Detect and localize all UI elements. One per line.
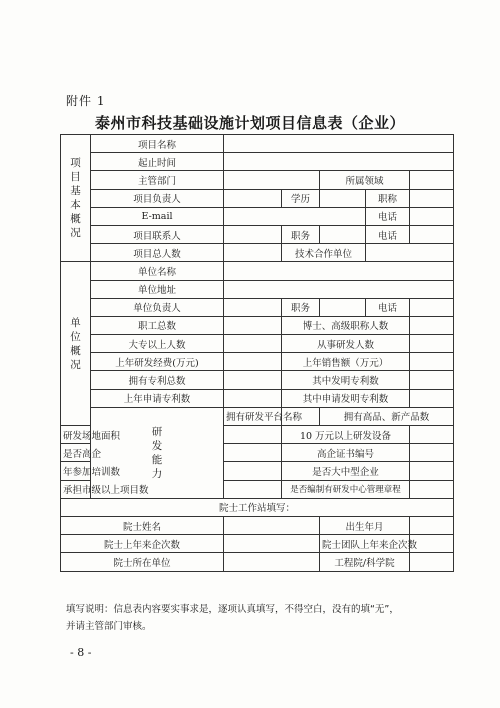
section-rd-capability: 研 发 能 力 [91, 407, 224, 498]
value-site-area[interactable] [224, 426, 282, 444]
value-academician-name[interactable] [224, 516, 320, 534]
value-visits[interactable] [224, 535, 320, 553]
label-project-leader: 项目负责人 [91, 189, 224, 207]
value-invention-patents[interactable] [410, 371, 454, 389]
value-patents[interactable] [224, 371, 282, 389]
value-large-medium[interactable] [410, 462, 454, 480]
label-total-people: 项目总人数 [91, 244, 224, 262]
label-staff-total: 职工总数 [91, 316, 224, 334]
label-patents: 拥有专利总数 [91, 371, 224, 389]
value-total-people[interactable] [224, 244, 282, 262]
label-phone2: 电话 [366, 225, 410, 243]
value-phone[interactable] [410, 207, 454, 225]
value-education[interactable] [320, 189, 366, 207]
label-phone: 电话 [366, 207, 410, 225]
label-visits: 院士上年来企次数 [61, 535, 224, 553]
value-unit-address[interactable] [224, 280, 454, 298]
value-unit-phone[interactable] [410, 298, 454, 316]
note-line-2: 并请主管部门审核。 [66, 621, 152, 632]
label-team-visits: 院士团队上年来企次数 [320, 535, 410, 553]
attachment-label: 附件 1 [66, 94, 106, 108]
info-table [60, 134, 454, 572]
value-senior-staff[interactable] [410, 316, 454, 334]
label-email: E-mail [91, 207, 224, 225]
label-senior-staff: 博士、高级职称人数 [282, 316, 410, 334]
form-title: 泰州市科技基础设施计划项目信息表（企业） [94, 114, 405, 132]
label-training: 年参加培训数 [61, 462, 91, 480]
value-college-above[interactable] [224, 335, 282, 353]
label-new-products: 拥有高品、新产品数 [320, 407, 454, 425]
value-start-end[interactable] [224, 153, 454, 171]
value-position[interactable] [320, 225, 366, 243]
value-unit-position[interactable] [320, 298, 366, 316]
label-unit-position: 职务 [282, 298, 320, 316]
value-city-projects[interactable] [224, 480, 282, 498]
page-number: - 8 - [70, 646, 92, 659]
value-rd-funds[interactable] [224, 353, 282, 371]
label-birth: 出生年月 [320, 516, 410, 534]
value-applied-invention[interactable] [410, 389, 454, 407]
label-platform: 拥有研发平台名称 [224, 407, 282, 425]
fill-instructions [66, 601, 456, 635]
value-sales[interactable] [410, 353, 454, 371]
section-unit: 单 位 概 况 [61, 262, 91, 426]
value-contact[interactable] [224, 225, 282, 243]
label-sales: 上年销售额（万元） [282, 353, 410, 371]
label-high-tech: 是否高企 [61, 444, 91, 462]
value-applied-patents[interactable] [224, 389, 282, 407]
label-applied-invention: 其中申请发明专利数 [282, 389, 410, 407]
label-unit-address: 单位地址 [91, 280, 224, 298]
value-unit-name[interactable] [224, 262, 454, 280]
value-title-rank[interactable] [410, 189, 454, 207]
label-unit-phone: 电话 [366, 298, 410, 316]
value-academician-unit[interactable] [224, 553, 320, 571]
label-unit-name: 单位名称 [91, 262, 224, 280]
label-position: 职务 [282, 225, 320, 243]
value-academy[interactable] [410, 553, 454, 571]
value-field[interactable] [410, 171, 454, 189]
value-phone2[interactable] [410, 225, 454, 243]
label-rd-staff: 从事研发人数 [282, 335, 410, 353]
label-applied-patents: 上年申请专利数 [91, 389, 224, 407]
academician-heading: 院士工作站填写： [61, 498, 454, 516]
value-email[interactable] [224, 207, 366, 225]
value-staff-total[interactable] [224, 316, 282, 334]
value-rd-staff[interactable] [410, 335, 454, 353]
label-academy: 工程院/科学院 [320, 553, 410, 571]
value-project-leader[interactable] [224, 189, 282, 207]
value-birth[interactable] [410, 516, 454, 534]
label-project-name: 项目名称 [91, 135, 224, 153]
label-city-projects: 承担市级以上项目数 [61, 480, 91, 498]
section-project-basic: 项 目 基 本 概 况 [61, 135, 91, 262]
value-unit-leader[interactable] [224, 298, 282, 316]
label-equipment: 10 万元以上研发设备 [282, 426, 410, 444]
label-invention-patents: 其中发明专利数 [282, 371, 410, 389]
label-partner: 技术合作单位 [282, 244, 366, 262]
label-unit-leader: 单位负责人 [91, 298, 224, 316]
label-college-above: 大专以上人数 [91, 335, 224, 353]
label-supervisor: 主管部门 [91, 171, 224, 189]
label-large-medium: 是否大中型企业 [282, 462, 410, 480]
note-line-1: 填写说明：信息表内容要实事求是，逐项认真填写，不得空白，没有的填“无”， [66, 604, 399, 615]
value-training[interactable] [224, 462, 282, 480]
value-supervisor[interactable] [224, 171, 320, 189]
label-education: 学历 [282, 189, 320, 207]
label-site-area: 研发场地面积 [61, 426, 91, 444]
label-contact: 项目联系人 [91, 225, 224, 243]
value-project-name[interactable] [224, 135, 454, 153]
label-rd-funds: 上年研发经费(万元) [91, 353, 224, 371]
value-equipment[interactable] [410, 426, 454, 444]
label-rd-center: 是否编制有研发中心管理章程 [282, 480, 410, 498]
label-title-rank: 职称 [366, 189, 410, 207]
value-rd-center[interactable] [410, 480, 454, 498]
value-cert-no[interactable] [410, 444, 454, 462]
value-high-tech[interactable] [224, 444, 282, 462]
label-field: 所属领域 [320, 171, 410, 189]
value-partner[interactable] [366, 244, 454, 262]
label-start-end: 起止时间 [91, 153, 224, 171]
label-cert-no: 高企证书编号 [282, 444, 410, 462]
label-academician-name: 院士姓名 [61, 516, 224, 534]
label-academician-unit: 院士所在单位 [61, 553, 224, 571]
